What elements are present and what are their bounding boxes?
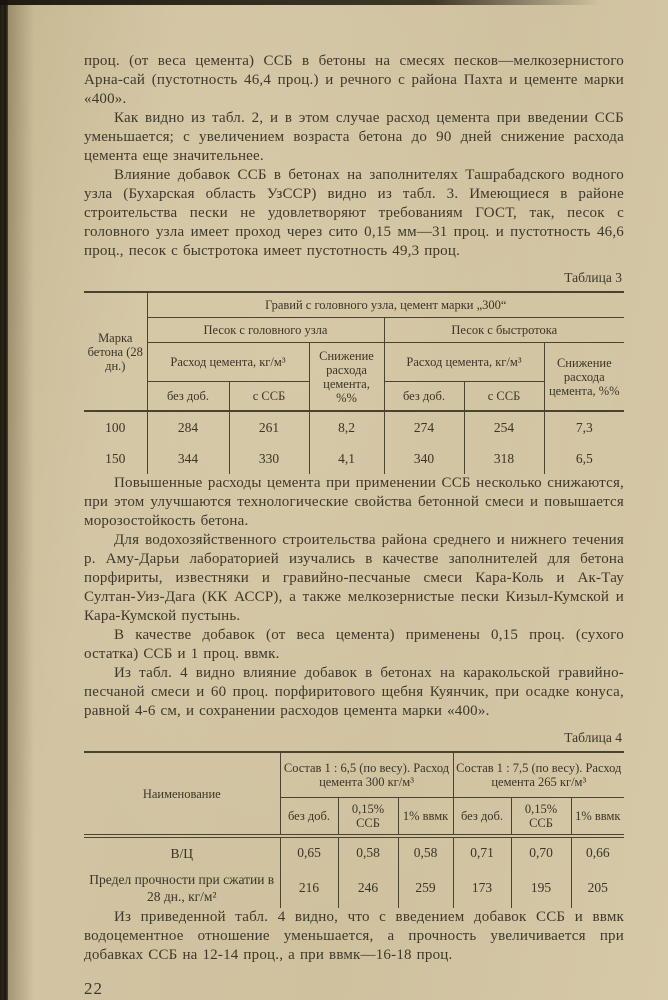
table4-group2-header: Состав 1 : 7,5 (по весу). Расход цемента 265 кг/м³ <box>453 752 624 798</box>
table4-cell: 205 <box>571 868 624 908</box>
paragraph-4: Повышенные расходы цемента при применении ССБ несколько снижаются, при этом улучшаются технологические свойства бетонной смеси и повышается морозостойкость бетона. <box>84 475 624 529</box>
table3-caption: Таблица 3 <box>564 270 622 285</box>
paragraph-5: Для водохозяйственного строительства района среднего и нижнего течения р. Аму-Дарьи лабораторией изучались в качестве заполнителей для бетона порфириты, известняки и гравийно-песчаные смеси Кара-Коль и Ак-Тау Султан-Уиз-Дага (КК АССР), а также мелкозернистые пески Кизыл-Кумской и Кара-Кумской пустынь. <box>84 532 624 624</box>
table4-cell: 0,70 <box>511 836 571 868</box>
table4-row <box>84 836 624 868</box>
table3-cell: 150 <box>105 450 126 466</box>
paragraph-7: Из табл. 4 видно влияние добавок в бетонах на каракольской гравийно-песчаной смеси и 60 проц. порфиритового щебня Куянчик, при осадке конуса, равной 4-6 см, и сохранении расходов цемента марки «400». <box>84 665 624 719</box>
scan-edge-top <box>0 0 600 5</box>
table4-cell: 195 <box>511 868 571 908</box>
table4-stub-header: Наименование <box>84 752 280 836</box>
scan-edge-left <box>0 0 8 1000</box>
table3-cell: 344 <box>147 443 229 474</box>
table3-subheader-ssb: с ССБ <box>464 382 544 412</box>
table4-cell: 0,58 <box>398 836 453 868</box>
table4-cell: 0,65 <box>280 836 338 868</box>
table4-subheader-no-add: без доб. <box>453 798 511 837</box>
table4-row <box>84 868 624 908</box>
table3-row <box>84 411 624 443</box>
table3-cell: 284 <box>147 411 229 443</box>
scan-gutter-shadow <box>8 0 34 1000</box>
table3-group2-header: Песок с быстротока <box>384 318 624 343</box>
paragraph-3: Влияние добавок ССБ в бетонах на заполнителях Ташрабадского водного узла (Бухарская область УзССР) видно из табл. 3. Имеющиеся в районе строительства пески не удовлетворяют требованиям ГОСТ, так, песок с головного узла имеет проход через сито 0,15 мм—31 проц. и пустотность 46,6 проц., песок с быстротока имеет пустотность 49,3 проц. <box>84 167 624 259</box>
table4-subheader-no-add: без доб. <box>280 798 338 837</box>
table3-row <box>84 443 624 474</box>
table3-cell: 7,3 <box>544 411 624 443</box>
table3-cell: 274 <box>384 411 464 443</box>
paragraph-2: Как видно из табл. 2, и в этом случае расход цемента при введении ССБ уменьшается; с увеличением возраста бетона до 90 дней снижение расхода цемента еще значительнее. <box>84 110 624 164</box>
paragraph-6: В качестве добавок (от веса цемента) применены 0,15 проц. (сухого остатка) ССБ и 1 проц. ввмк. <box>84 627 624 662</box>
table4 <box>84 751 624 908</box>
table4-subheader-ssb: 0,15% ССБ <box>511 798 571 837</box>
table4-subheader-ssb: 0,15% ССБ <box>338 798 398 837</box>
table4-cell: 173 <box>453 868 511 908</box>
table3-cell: 4,1 <box>309 443 384 474</box>
table4-cell: 259 <box>398 868 453 908</box>
table4-cell: 0,66 <box>571 836 624 868</box>
table4-row-label: В/Ц <box>170 845 193 861</box>
table3-cell: 340 <box>384 443 464 474</box>
paragraph-8: Из приведенной табл. 4 видно, что с введением добавок ССБ и ввмк водоцементное отношение уменьшается, а прочность увеличивается при добавках ССБ на 12-14 проц., а при ввмк—16-18 проц. <box>84 909 624 963</box>
table3-cell: 318 <box>464 443 544 474</box>
table4-cell: 246 <box>338 868 398 908</box>
table3-cell: 254 <box>464 411 544 443</box>
table3 <box>84 291 624 474</box>
page-text-column <box>84 52 624 999</box>
table4-cell: 216 <box>280 868 338 908</box>
paragraph-1: проц. (от веса цемента) ССБ в бетоны на смесях песков—мелкозернистого Арна-сай (пустотность 46,4 проц.) и речного с района Пахта и цементе марки «400». <box>84 53 624 107</box>
table3-cell: 100 <box>105 419 126 435</box>
table4-subheader-vvmk: 1% ввмк <box>398 798 453 837</box>
table3-reduction-header: Снижение расхода цемента, %% <box>309 343 384 412</box>
table4-subheader-vvmk: 1% ввмк <box>571 798 624 837</box>
table3-cell: 8,2 <box>309 411 384 443</box>
table3-subheader-no-add: без доб. <box>147 382 229 412</box>
table3-span-header: Гравий с головного узла, цемент марки „300“ <box>147 292 624 318</box>
table3-reduction-header: Снижение расхода цемента, %% <box>544 343 624 412</box>
table3-stub-header: Марка бетона (28 дн.) <box>84 292 147 411</box>
table3-cell: 261 <box>229 411 309 443</box>
table3-consumption-header: Расход цемента, кг/м³ <box>147 343 309 382</box>
table4-group1-header: Состав 1 : 6,5 (по весу). Расход цемента 300 кг/м³ <box>280 752 453 798</box>
table3-cell: 6,5 <box>544 443 624 474</box>
table4-caption: Таблица 4 <box>564 730 622 745</box>
table3-consumption-header: Расход цемента, кг/м³ <box>384 343 544 382</box>
table4-cell: 0,58 <box>338 836 398 868</box>
table4-row-label: Предел прочности при сжатии в 28 дн., кг/м² <box>89 872 275 904</box>
table3-cell: 330 <box>229 443 309 474</box>
page-number: 22 <box>84 979 103 998</box>
table3-subheader-ssb: с ССБ <box>229 382 309 412</box>
table3-group1-header: Песок с головного узла <box>147 318 384 343</box>
table3-subheader-no-add: без доб. <box>384 382 464 412</box>
table4-cell: 0,71 <box>453 836 511 868</box>
